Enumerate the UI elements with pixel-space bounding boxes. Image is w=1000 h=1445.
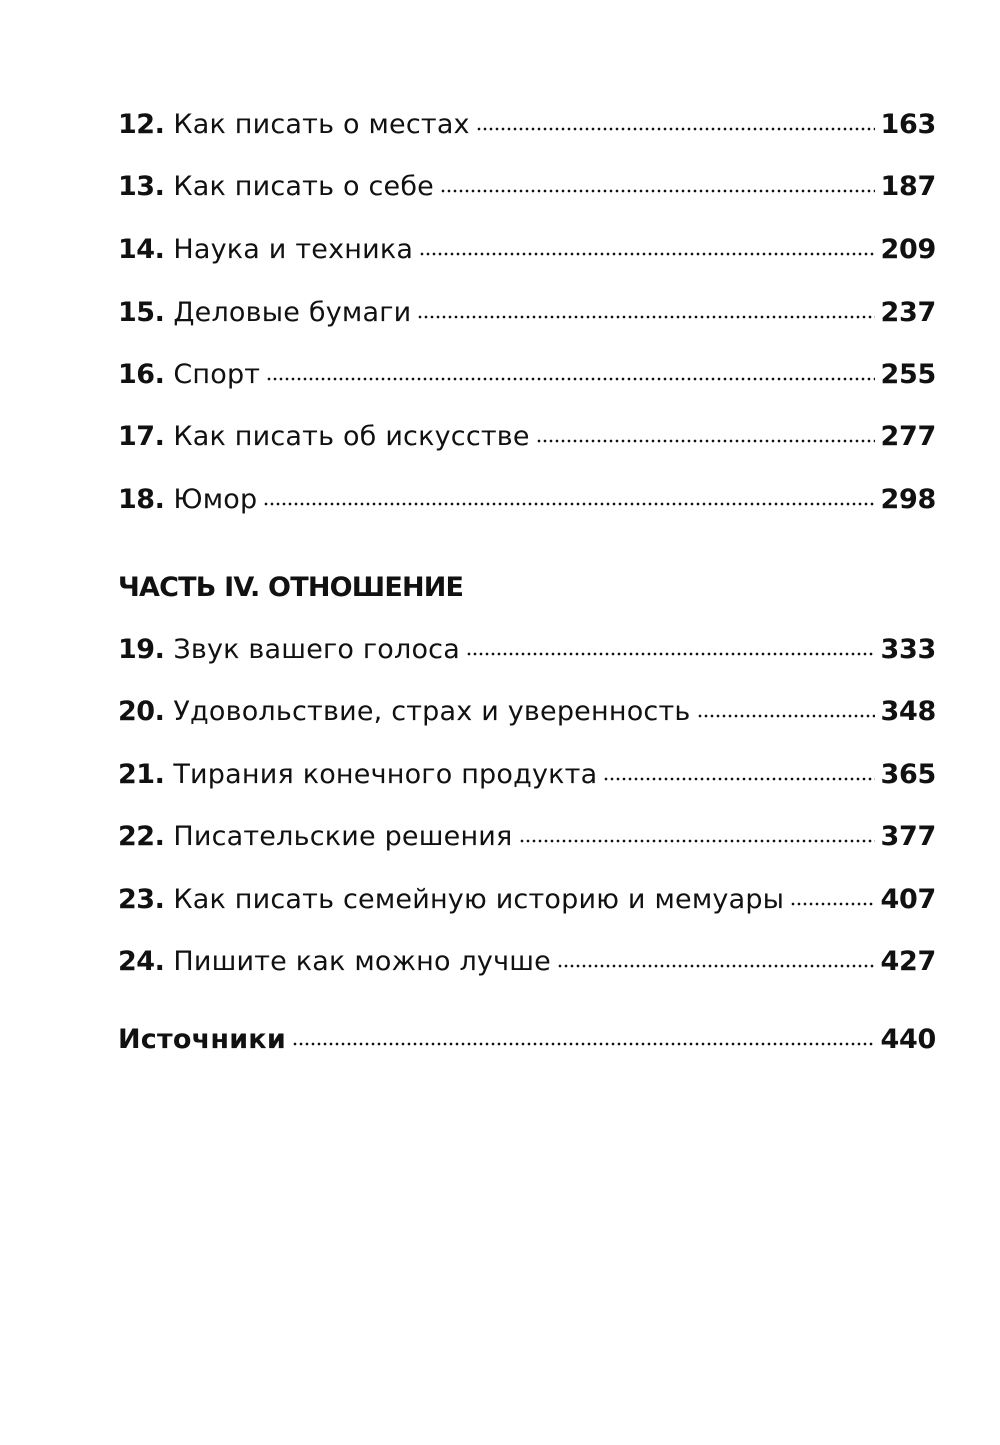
- dot-leader: [466, 652, 875, 656]
- chapter-title: Деловые бумаги: [173, 297, 412, 328]
- chapter-number: 15.: [118, 297, 165, 328]
- part-heading: ЧАСТЬ IV. ОТНОШЕНИЕ: [118, 572, 464, 603]
- toc-entry-18: [118, 480, 936, 520]
- dot-leader: [292, 1042, 875, 1046]
- toc-entry-24: [118, 942, 936, 982]
- chapter-number: 12.: [118, 109, 165, 140]
- toc-entry-21: [118, 755, 936, 795]
- chapter-number: 22.: [118, 821, 165, 852]
- page-number: 277: [880, 421, 936, 452]
- toc-entry-sources: [118, 1020, 936, 1060]
- chapter-title: Пишите как можно лучше: [173, 946, 551, 977]
- dot-leader: [536, 439, 875, 443]
- chapter-title: Наука и техника: [173, 234, 414, 265]
- dot-leader: [419, 252, 874, 256]
- chapter-number: 21.: [118, 759, 165, 790]
- chapter-title: Как писать семейную историю и мемуары: [173, 884, 785, 915]
- chapter-number: 19.: [118, 634, 165, 665]
- toc-entry-15: [118, 293, 936, 333]
- sources-title: Источники: [118, 1024, 286, 1055]
- chapter-number: 20.: [118, 696, 165, 727]
- page-number: 298: [880, 484, 936, 515]
- page-number: 348: [880, 696, 936, 727]
- chapter-number: 16.: [118, 359, 165, 390]
- chapter-number: 13.: [118, 171, 165, 202]
- toc-entry-17: [118, 417, 936, 457]
- chapter-title: Юмор: [173, 484, 258, 515]
- chapter-number: 18.: [118, 484, 165, 515]
- chapter-number: 24.: [118, 946, 165, 977]
- chapter-title: Как писать о себе: [173, 171, 434, 202]
- chapter-title: Как писать о местах: [173, 109, 470, 140]
- chapter-title: Спорт: [173, 359, 261, 390]
- dot-leader: [519, 839, 875, 843]
- page-number: 237: [880, 297, 936, 328]
- dot-leader: [417, 315, 874, 319]
- chapter-title: Звук вашего голоса: [173, 634, 460, 665]
- page-number: 407: [880, 884, 936, 915]
- dot-leader: [440, 189, 875, 193]
- page-number: 427: [880, 946, 936, 977]
- toc-entry-16: [118, 355, 936, 395]
- toc-entry-20: [118, 692, 936, 732]
- page-number: 255: [880, 359, 936, 390]
- page-number: 333: [880, 634, 936, 665]
- chapter-number: 23.: [118, 884, 165, 915]
- toc-entry-19: [118, 630, 936, 670]
- dot-leader: [476, 127, 875, 131]
- page-number: 365: [880, 759, 936, 790]
- toc-entry-14: [118, 230, 936, 270]
- dot-leader: [603, 777, 874, 781]
- toc-entry-22: [118, 817, 936, 857]
- chapter-number: 14.: [118, 234, 165, 265]
- dot-leader: [263, 502, 874, 506]
- toc-entry-23: [118, 880, 936, 920]
- page-number: 440: [880, 1024, 936, 1055]
- chapter-title: Удовольствие, страх и уверенность: [173, 696, 691, 727]
- page-number: 187: [880, 171, 936, 202]
- toc-entry-13: [118, 167, 936, 207]
- chapter-title: Как писать об искусстве: [173, 421, 530, 452]
- toc-entry-12: [118, 105, 936, 145]
- page-number: 377: [880, 821, 936, 852]
- dot-leader: [266, 377, 874, 381]
- dot-leader: [697, 714, 875, 718]
- chapter-title: Тирания конечного продукта: [173, 759, 598, 790]
- dot-leader: [790, 902, 874, 906]
- chapter-title: Писательские решения: [173, 821, 513, 852]
- chapter-number: 17.: [118, 421, 165, 452]
- dot-leader: [557, 964, 875, 968]
- page-number: 163: [880, 109, 936, 140]
- page-number: 209: [880, 234, 936, 265]
